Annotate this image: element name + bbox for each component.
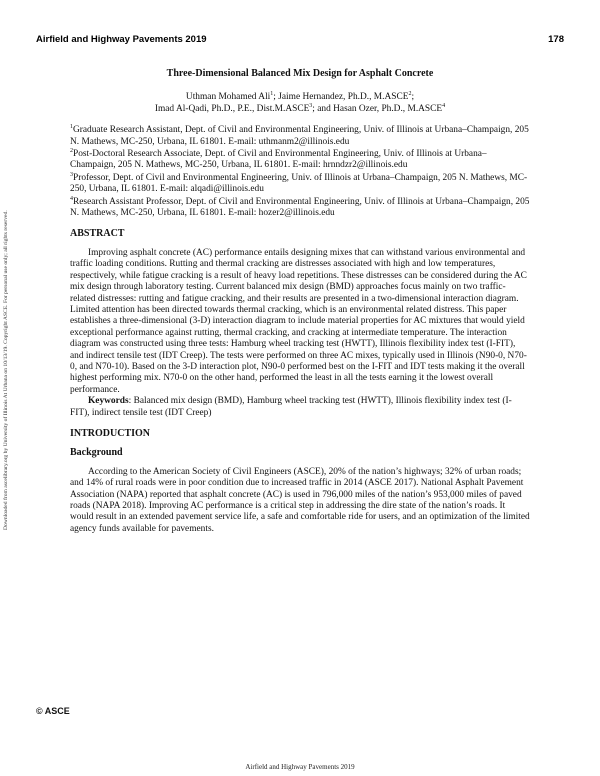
affiliation-1: [70, 125, 530, 148]
running-header-title: Airfield and Highway Pavements 2019: [36, 34, 207, 45]
affiliation-text: Professor, Dept. of Civil and Environmental Engineering, Univ. of Illinois at Urbana–Champaign, 205 N. Mathews, MC-250, Urbana, IL 61801. E-mail: alqadi@illinois.edu: [70, 172, 528, 195]
author-sup: 4: [442, 102, 446, 109]
author-name: Uthman Mohamed Ali: [185, 92, 271, 103]
author-line-1: [70, 92, 530, 103]
affiliation-4: [70, 197, 530, 220]
paper-body: [70, 68, 530, 535]
keywords-text: : Balanced mix design (BMD), Hamburg wheel tracking test (HWTT), Illinois flexibility index test (I-FIT), indirect tensile test (IDT Creep): [70, 396, 512, 418]
author-sep: ;: [273, 92, 279, 103]
affiliation-sup: 3: [70, 171, 73, 178]
abstract-heading: ABSTRACT: [70, 228, 125, 240]
affiliation-sup: 4: [70, 195, 73, 202]
paper-title: Three-Dimensional Balanced Mix Design for Asphalt Concrete: [166, 68, 434, 79]
download-notice: [3, 160, 13, 580]
author-name: Imad Al-Qadi, Ph.D., P.E., Dist.M.ASCE: [154, 103, 310, 114]
keywords: [70, 396, 530, 419]
background-text: According to the American Society of Civil Engineers (ASCE), 20% of the nation’s highways; 32% of urban roads; and 14% of rural roads were in poor condition due to increased traffic in 2014 (ASCE 2017). National Asphalt Pavement Association (NAPA) reported that asphalt concrete (AC) is used in 796,000 miles of the nation’s 953,000 miles of paved roads (NAPA 2018). Improving AC performance is a critical step in addressing the dire state of the nation’s roads. It would result in an extended pavement service life, a safe and comfortable ride for users, and an optimization of the limited agency funds available for pavements.: [70, 466, 530, 534]
author-sep: ; and: [312, 103, 334, 114]
download-notice-text: Downloaded from ascelibrary.org by University of Illinois At Urbana on 10/13/19. Copyright ASCE. For personal use only; all rights reserved.: [3, 210, 9, 530]
author-sep: ;: [411, 92, 415, 103]
page-number: 178: [548, 34, 564, 45]
introduction-heading: INTRODUCTION: [70, 427, 151, 439]
affiliation-sup: 2: [70, 147, 73, 154]
affiliation-2: [70, 149, 530, 172]
abstract-text: Improving asphalt concrete (AC) performance entails designing mixes that can withstand various environmental and traffic loading conditions. Rutting and thermal cracking are distresses associated with high and low temperatures, respectively, while fatigue cracking is a result of heavy load repetitions. These distresses can be considered during the AC mix design through laboratory testing. Current balanced mix design (BMD) approaches focus mainly on two traffic-related distresses: rutting and fatigue cracking, and their results are presented in a two-dimensional interaction diagram. Limited attention has been directed towards thermal cracking, which is an environmental related distress. This paper establishes a three-dimensional (3-D) interaction diagram to include material properties for AC mixtures that would yield exceptional performance against rutting, thermal cracking, and cracking at intermediate temperature. The interaction diagram was constructed using three tests: Hamburg wheel tracking test (HWTT), Illinois flexibility index test (I-FIT), and indirect tensile test (IDT Creep). The tests were performed on three AC mixes, typically used in Illinois (N90-0, N70-0, and N70-10). Based on the 3-D interaction plot, N90-0 performed best on the I-FIT and IDT tests making it the overall highest performing mix. N70-0 on the other hand, performed the least in all the tests earning it the lowest overall performance.: [70, 247, 527, 395]
author-sup: 3: [309, 102, 313, 109]
asce-copyright: © ASCE: [36, 706, 70, 716]
author-line-2: [70, 104, 530, 115]
background-heading: Background: [70, 447, 123, 459]
affiliations: [70, 125, 530, 219]
keywords-label: Keywords: [88, 396, 129, 407]
author-sup: 1: [270, 91, 274, 98]
author-sup: 2: [408, 91, 412, 98]
affiliation-sup: 1: [70, 124, 73, 131]
affiliation-3: [70, 173, 530, 196]
affiliation-text: Graduate Research Assistant, Dept. of Civil and Environmental Engineering, Univ. of Illinois at Urbana–Champaign, 205 N. Mathews, MC-250, Urbana, IL 61801. E-mail: uthmanm2@illinois.edu: [70, 125, 529, 147]
affiliation-text: Research Assistant Professor, Dept. of Civil and Environmental Engineering, Univ. of Illinois at Urbana–Champaign, 205 N. Mathews, MC-250, Urbana, IL 61801. E-mail: hozer2@illinois.edu: [70, 196, 530, 219]
author-name: Hasan Ozer, Ph.D., M.ASCE: [333, 103, 443, 114]
affiliation-text: Post-Doctoral Research Associate, Dept. of Civil and Environmental Engineering, Univ. of Illinois at Urbana–Champaign, 205 N. Mathews, MC-250, Urbana, IL 61801. E-mail: hrnndzr2@illinois.edu: [70, 149, 487, 171]
author-name: Jaime Hernandez, Ph.D., M.ASCE: [278, 92, 409, 103]
page-footer: Airfield and Highway Pavements 2019: [245, 763, 355, 771]
author-list: [70, 92, 530, 115]
